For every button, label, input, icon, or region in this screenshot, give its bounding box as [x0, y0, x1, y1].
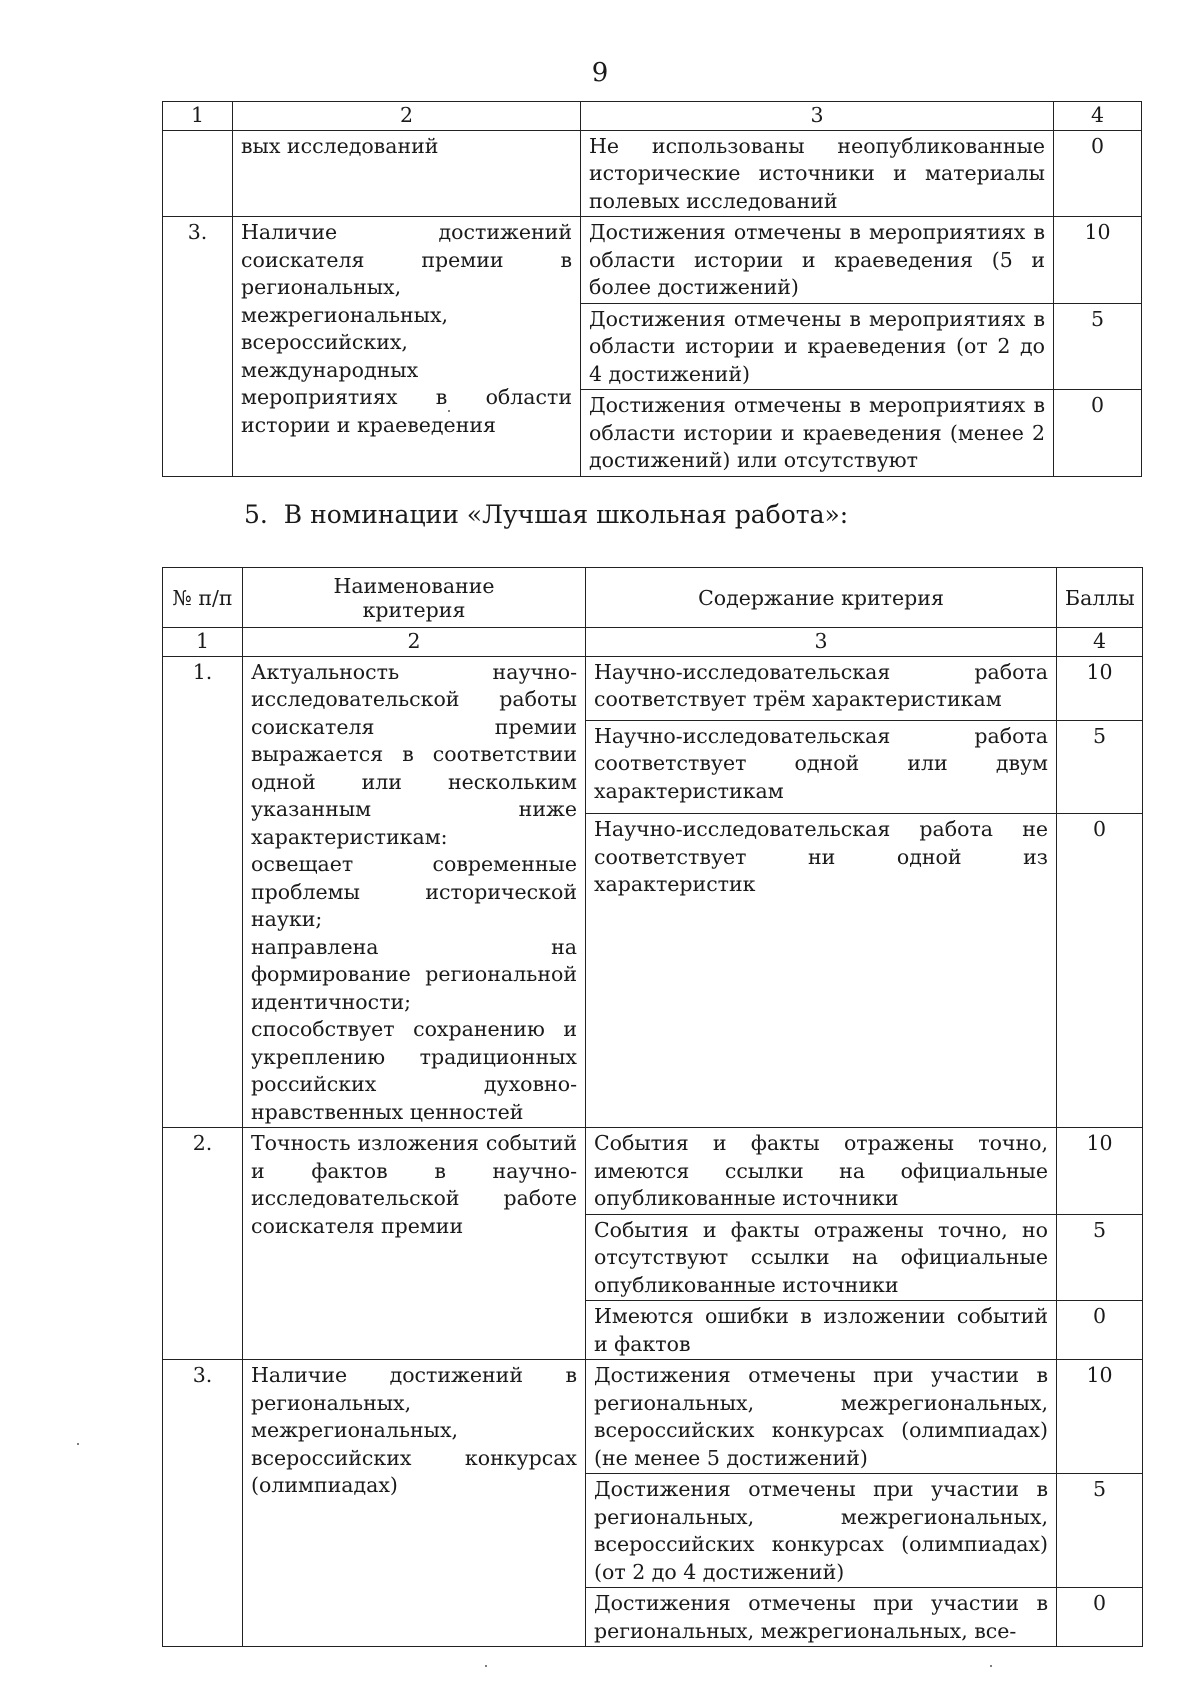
criterion-content: Научно-исследовательская работа соответствует одной или двум характеристикам	[586, 720, 1057, 814]
criterion-score: 0	[1057, 1301, 1143, 1360]
criterion-score: 0	[1054, 130, 1142, 217]
colnum-1: 1	[163, 102, 233, 131]
colnum-2: 2	[233, 102, 581, 131]
header-name: Наименование критерия	[243, 568, 586, 628]
table-row	[163, 1360, 1143, 1474]
criterion-content: Научно-исследовательская работа не соответствует ни одной из характеристик	[586, 814, 1057, 1128]
table-row	[163, 1128, 1143, 1215]
criterion-content: Достижения отмечены при участии в региональных, межрегиональных, всероссийских конкурсах (олимпиадах) (не менее 5 достижений)	[586, 1360, 1057, 1474]
scan-speck	[485, 1665, 487, 1667]
criterion-score: 5	[1057, 1474, 1143, 1588]
header-row	[163, 568, 1143, 628]
criterion-score: 10	[1057, 1360, 1143, 1474]
criterion-content: Не использованы неопубликованные исторические источники и материалы полевых исследований	[581, 130, 1054, 217]
criterion-score: 5	[1057, 1214, 1143, 1301]
criterion-name: Наличие достижений соискателя премии в региональных, межрегиональных, всероссийских, международных мероприятиях в области истории и краеведения	[233, 217, 581, 477]
colnum-3: 3	[581, 102, 1054, 131]
criterion-score: 0	[1057, 814, 1143, 1128]
colnum-4: 4	[1057, 628, 1143, 657]
scan-speck	[77, 1443, 79, 1445]
criterion-score: 10	[1057, 656, 1143, 720]
criterion-content: Достижения отмечены при участии в региональных, межрегиональных, всероссийских конкурсах (олимпиадах) (от 2 до 4 достижений)	[586, 1474, 1057, 1588]
criterion-score: 10	[1054, 217, 1142, 304]
criterion-score: 0	[1054, 390, 1142, 477]
scan-speck	[990, 1665, 992, 1667]
criterion-content: Достижения отмечены в мероприятиях в области истории и краеведения (менее 2 достижений) или отсутствуют	[581, 390, 1054, 477]
page-number: 9	[591, 58, 609, 88]
header-num: № п/п	[163, 568, 243, 628]
colnum-2: 2	[243, 628, 586, 657]
colnum-3: 3	[586, 628, 1057, 657]
colnum-4: 4	[1054, 102, 1142, 131]
section-heading: 5. В номинации «Лучшая школьная работа»:	[244, 500, 849, 529]
criterion-content: События и факты отражены точно, но отсутствуют ссылки на официальные опубликованные источники	[586, 1214, 1057, 1301]
criteria-table	[162, 567, 1143, 1647]
scan-speck	[448, 410, 450, 412]
column-number-row	[163, 102, 1142, 131]
row-number: 3.	[163, 1360, 243, 1647]
criterion-content: Достижения отмечены в мероприятиях в области истории и краеведения (от 2 до 4 достижений)	[581, 303, 1054, 390]
criterion-content: События и факты отражены точно, имеются ссылки на официальные опубликованные источники	[586, 1128, 1057, 1215]
criterion-score: 0	[1057, 1588, 1143, 1647]
header-content: Содержание критерия	[586, 568, 1057, 628]
criterion-content: Имеются ошибки в изложении событий и фактов	[586, 1301, 1057, 1360]
criterion-score: 5	[1054, 303, 1142, 390]
table-row	[163, 130, 1142, 217]
table-row	[163, 656, 1143, 720]
row-number: 3.	[163, 217, 233, 477]
row-number: 2.	[163, 1128, 243, 1360]
table-row	[163, 217, 1142, 304]
criterion-score: 5	[1057, 720, 1143, 814]
criterion-name: Актуальность научно-исследовательской работы соискателя премии выражается в соответствии одной или нескольким указанным ниже характеристикам: освещает современные проблемы исторической науки; направлена на формирование региональной идентичности; способствует сохранению и укреплению традиционных российских духовно-нравственных ценностей	[243, 656, 586, 1128]
criterion-score: 10	[1057, 1128, 1143, 1215]
column-number-row	[163, 628, 1143, 657]
row-number	[163, 130, 233, 217]
header-score: Баллы	[1057, 568, 1143, 628]
criterion-content: Достижения отмечены в мероприятиях в области истории и краеведения (5 и более достижений)	[581, 217, 1054, 304]
criterion-name: Точность изложения событий и фактов в научно-исследовательской работе соискателя премии	[243, 1128, 586, 1360]
criterion-content: Научно-исследовательская работа соответствует трём характеристикам	[586, 656, 1057, 720]
criterion-content: Достижения отмечены при участии в региональных, межрегиональных, все-	[586, 1588, 1057, 1647]
row-number: 1.	[163, 656, 243, 1128]
criterion-name: Наличие достижений в региональных, межрегиональных, всероссийских конкурсах (олимпиадах)	[243, 1360, 586, 1647]
criteria-table-continued	[162, 101, 1142, 477]
colnum-1: 1	[163, 628, 243, 657]
criterion-name: вых исследований	[233, 130, 581, 217]
